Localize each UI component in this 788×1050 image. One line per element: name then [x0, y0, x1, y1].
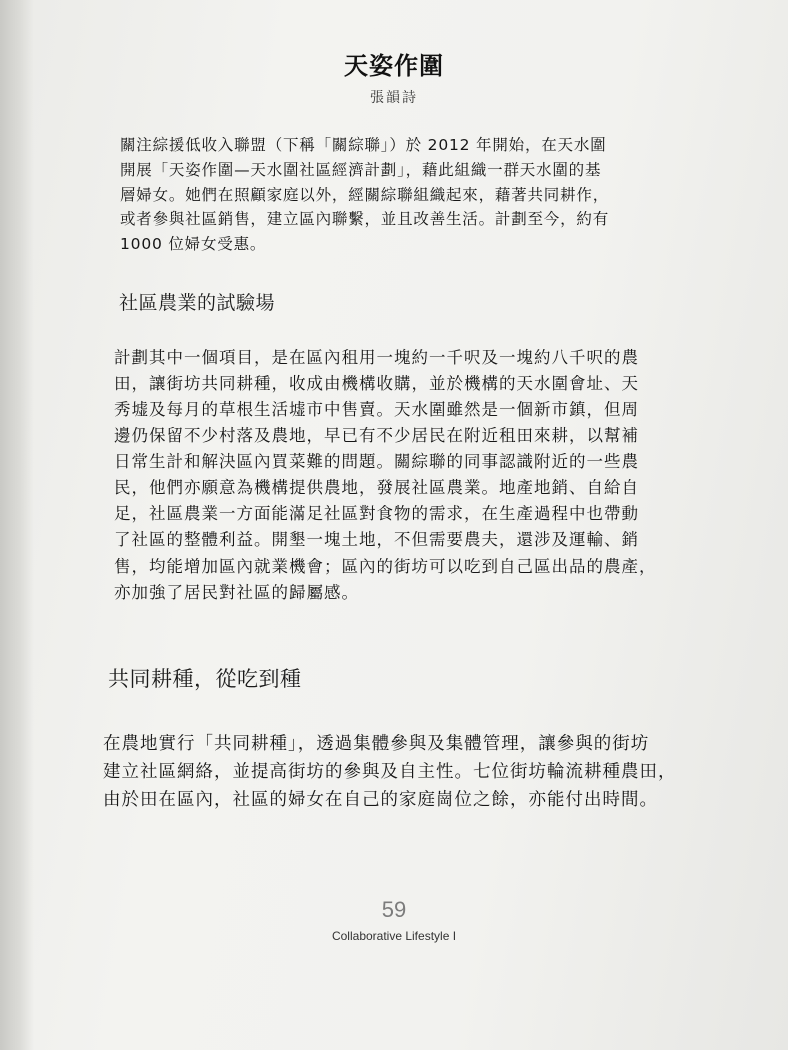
section-heading-co-farming: 共同耕種，從吃到種 [108, 667, 302, 691]
article-author: 張韻詩 [370, 90, 418, 106]
section-heading-community-farming: 社區農業的試驗場 [119, 292, 276, 314]
article-title: 天姿作圍 [344, 52, 444, 81]
intro-paragraph: 關注綜援低收入聯盟（下稱「關綜聯」）於 2012 年開始，在天水圍 開展「天姿作圍—天水圍社區經濟計劃」，藉此組織一群天水圍的基 層婦女。她們在照顧家庭以外，經關綜聯組織起來，藉著共同耕作， 或者參與社區銷售，建立區內聯繫，並且改善生活。計劃至今，約有 1000 位婦女受惠。 [120, 136, 610, 254]
community-farming-paragraph: 計劃其中一個項目，是在區內租用一塊約一千呎及一塊約八千呎的農 田，讓街坊共同耕種，收成由機構收購，並於機構的天水圍會址、天 秀墟及每月的草根生活墟市中售賣。天水圍雖然是一個新市鎮，但周 邊仍保留不少村落及農地，早已有不少居民在附近租田來耕，以幫補 日常生計和解決區內買菜難的問題。關綜聯的同事認識附近的一些農 民，他們亦願意為機構提供農地，發展社區農業。地產地銷、自給自 足，社區農業一方面能滿足社區對食物的需求，在生產過程中也帶動 了社區的整體利益。開墾一塊土地，不但需要農夫，還涉及運輸、銷 售，均能增加區內就業機會；區內的街坊可以吃到自己區出品的農產， 亦加強了居民對社區的歸屬感。 [114, 348, 657, 602]
page-binding-shadow [0, 0, 34, 1050]
co-farming-paragraph: 在農地實行「共同耕種」，透過集體參與及集體管理，讓參與的街坊 建立社區網絡，並提高街坊的參與及自主性。七位街坊輪流耕種農田， 由於田在區內，社區的婦女在自己的家庭崗位之餘，亦能付出時間。 [103, 734, 677, 810]
page-number: 59 [381, 897, 407, 922]
book-section-caption: Collaborative Lifestyle I [331, 929, 457, 943]
